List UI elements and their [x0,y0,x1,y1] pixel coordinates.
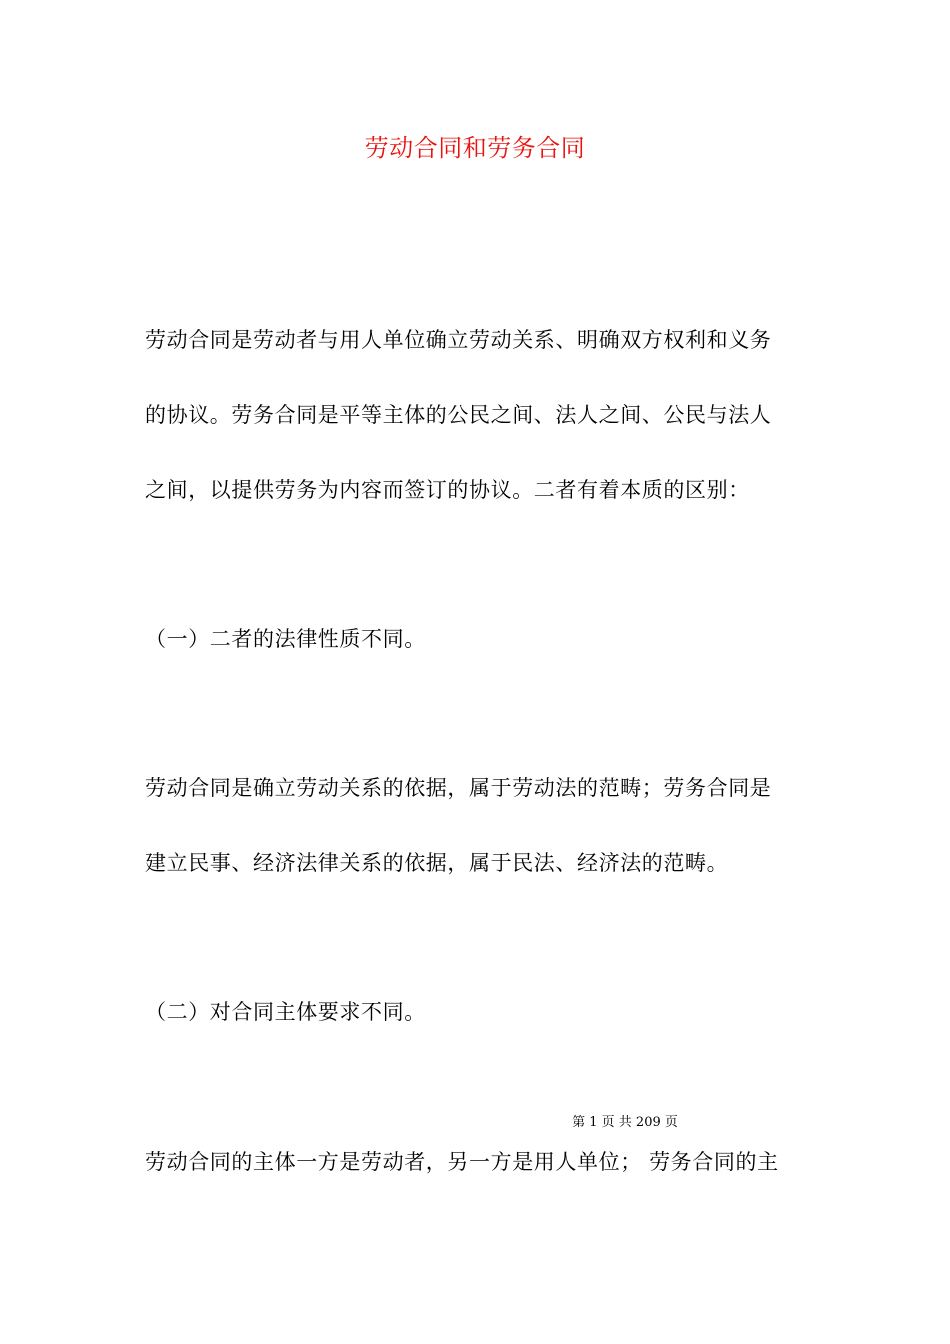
paragraph-line: 劳动合同是确立劳动关系的依据，属于劳动法的范畴；劳务合同是 [145,776,772,800]
paragraph-line: 劳动合同的主体一方是劳动者，另一方是用人单位； 劳务合同的主 [145,1150,779,1174]
paragraph-line: 的协议。劳务合同是平等主体的公民之间、法人之间、公民与法人 [145,403,772,427]
document-title: 劳动合同和劳务合同 [364,134,586,162]
paragraph-line: 建立民事、经济法律关系的依据，属于民法、经济法的范畴。 [145,851,729,875]
section-heading: （二）对合同主体要求不同。 [145,1000,426,1024]
page-number-footer: 第 1 页 共 209 页 [572,1115,678,1130]
paragraph-line: 劳动合同是劳动者与用人单位确立劳动关系、明确双方权利和义务 [145,328,772,352]
section-heading: （一）二者的法律性质不同。 [145,627,426,651]
paragraph-line: 之间，以提供劳务为内容而签订的协议。二者有着本质的区别： [145,478,750,502]
